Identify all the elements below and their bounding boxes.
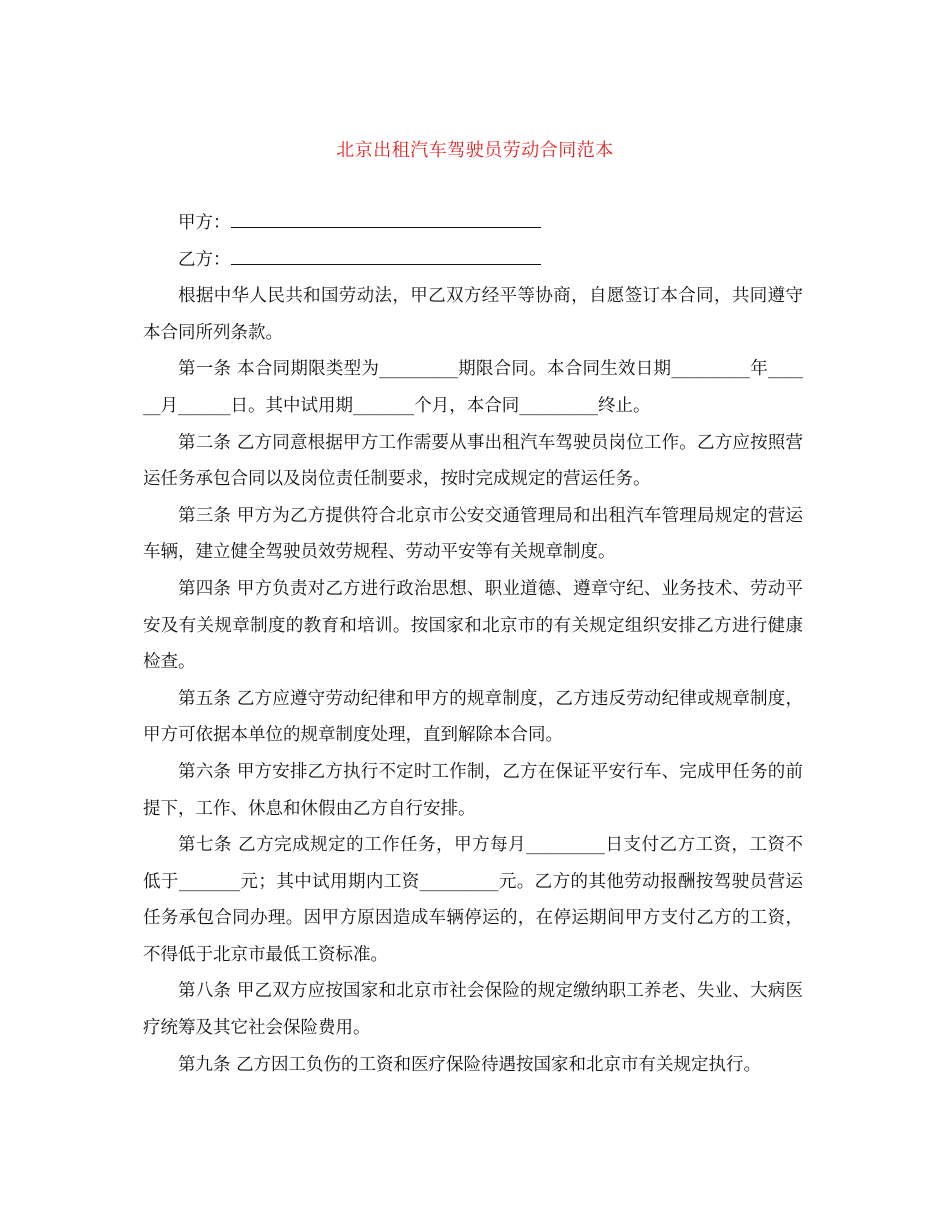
paragraph-article-3: 第三条 甲方为乙方提供符合北京市公安交通管理局和出租汽车管理局规定的营运车辆，建立健全驾驶员效劳规程、劳动平安等有关规章制度。 xyxy=(143,505,803,563)
paragraph-preamble: 根据中华人民共和国劳动法，甲乙双方经平等协商，自愿签订本合同，共同遵守本合同所列条款。 xyxy=(143,286,803,343)
paragraph-article-2: 第二条 乙方同意根据甲方工作需要从事出租汽车驾驶员岗位工作。乙方应按照营运任务承包合同以及岗位责任制要求，按时完成规定的营运任务。 xyxy=(143,432,803,490)
paragraph-article-5: 第五条 乙方应遵守劳动纪律和甲方的规章制度，乙方违反劳动纪律或规章制度，甲方可依据本单位的规章制度处理，直到解除本合同。 xyxy=(143,688,803,746)
party-b-blank xyxy=(231,250,541,265)
party-b-line xyxy=(143,242,803,279)
paragraph-article-1: 第一条 本合同期限类型为_________期限合同。本合同生效日期_________年______月______日。其中试用期_______个月，本合同_________终止。 xyxy=(143,359,803,416)
party-a-blank xyxy=(231,213,541,228)
document-title: 北京出租汽车驾驶员劳动合同范本 xyxy=(336,140,614,161)
party-a-label: 甲方： xyxy=(178,213,231,233)
paragraph-article-8: 第八条 甲乙双方应按国家和北京市社会保险的规定缴纳职工养老、失业、大病医疗统筹及其它社会保险费用。 xyxy=(143,981,803,1039)
party-b-label: 乙方： xyxy=(178,249,231,270)
paragraph-article-6: 第六条 甲方安排乙方执行不定时工作制，乙方在保证平安行车、完成甲任务的前提下，工作、休息和休假由乙方自行安排。 xyxy=(143,761,803,819)
document-body xyxy=(143,205,803,1083)
party-a-line xyxy=(143,205,803,242)
paragraph-article-7: 第七条 乙方完成规定的工作任务，甲方每月_________日支付乙方工资，工资不低于_______元；其中试用期内工资_________元。乙方的其他劳动报酬按驾驶员营运任务承包合同办理。因甲方原因造成车辆停运的，在停运期间甲方支付乙方的工资，不得低于北京市最低工资标准。 xyxy=(143,835,803,965)
paragraph-article-9: 第九条 乙方因工负伤的工资和医疗保险待遇按国家和北京市有关规定执行。 xyxy=(178,1054,762,1075)
paragraph-article-4: 第四条 甲方负责对乙方进行政治思想、职业道德、遵章守纪、业务技术、劳动平安及有关规章制度的教育和培训。按国家和北京市的有关规定组织安排乙方进行健康检查。 xyxy=(143,578,803,673)
